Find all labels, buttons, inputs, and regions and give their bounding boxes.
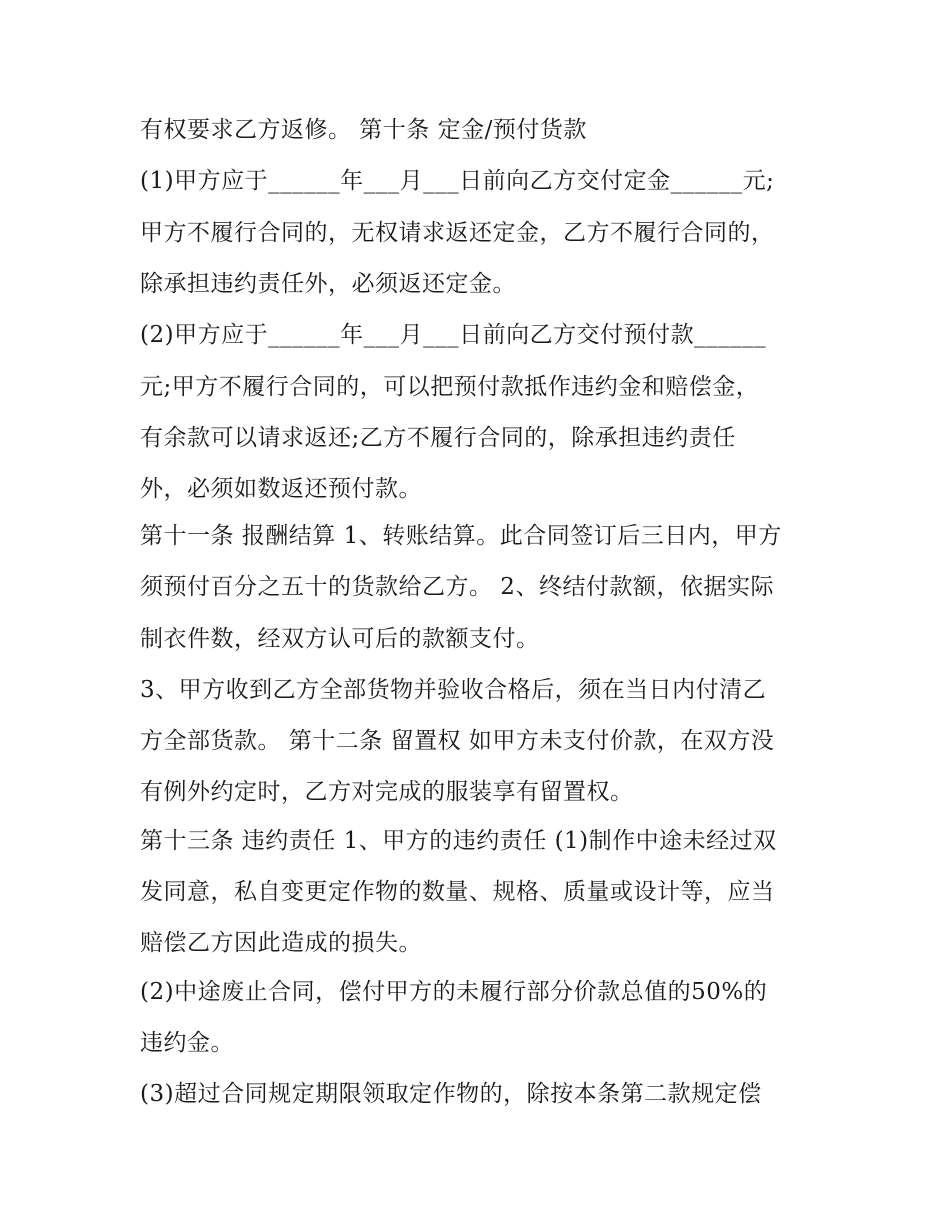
text-line: 甲方不履行合同的，无权请求返还定金，乙方不履行合同的， — [140, 220, 775, 246]
text-line: 除承担违约责任外，必须返还定金。 — [140, 271, 516, 297]
text-line: 发同意，私自变更定作物的数量、规格、质量或设计等，应当 — [140, 879, 775, 905]
text-line: 须预付百分之五十的货款给乙方。 2、终结付款额，依据实际 — [140, 574, 774, 600]
text-line: (2)中途废止合同，偿付甲方的未履行部分价款总值的50%的 — [140, 979, 768, 1005]
text-line: 方全部货款。 第十二条 留置权 如甲方未支付价款，在双方没 — [140, 728, 775, 754]
text-line: 违约金。 — [140, 1030, 234, 1056]
text-line: (3)超过合同规定期限领取定作物的，除按本条第二款规定偿 — [140, 1081, 762, 1107]
text-line: 赔偿乙方因此造成的损失。 — [140, 930, 422, 956]
text-line: 第十一条 报酬结算 1、转账结算。此合同签订后三日内，甲方 — [140, 523, 782, 549]
text-line: (1)甲方应于______年___月___日前向乙方交付定金______元; — [140, 168, 775, 194]
text-line: (2)甲方应于______年___月___日前向乙方交付预付款______ — [140, 322, 767, 348]
text-line: 第十三条 违约责任 1、甲方的违约责任 (1)制作中途未经过双 — [140, 828, 777, 854]
text-line: 制衣件数，经双方认可后的款额支付。 — [140, 626, 540, 652]
text-line: 3、甲方收到乙方全部货物并验收合格后，须在当日内付清乙 — [140, 677, 767, 703]
text-line: 元;甲方不履行合同的，可以把预付款抵作违约金和赔偿金， — [140, 374, 760, 400]
text-line: 外，必须如数返还预付款。 — [140, 476, 422, 502]
text-line: 有权要求乙方返修。 第十条 定金/预付货款 — [140, 117, 587, 143]
text-line: 有余款可以请求返还;乙方不履行合同的，除承担违约责任 — [140, 425, 736, 451]
text-line: 有例外约定时，乙方对完成的服装享有留置权。 — [140, 779, 634, 805]
